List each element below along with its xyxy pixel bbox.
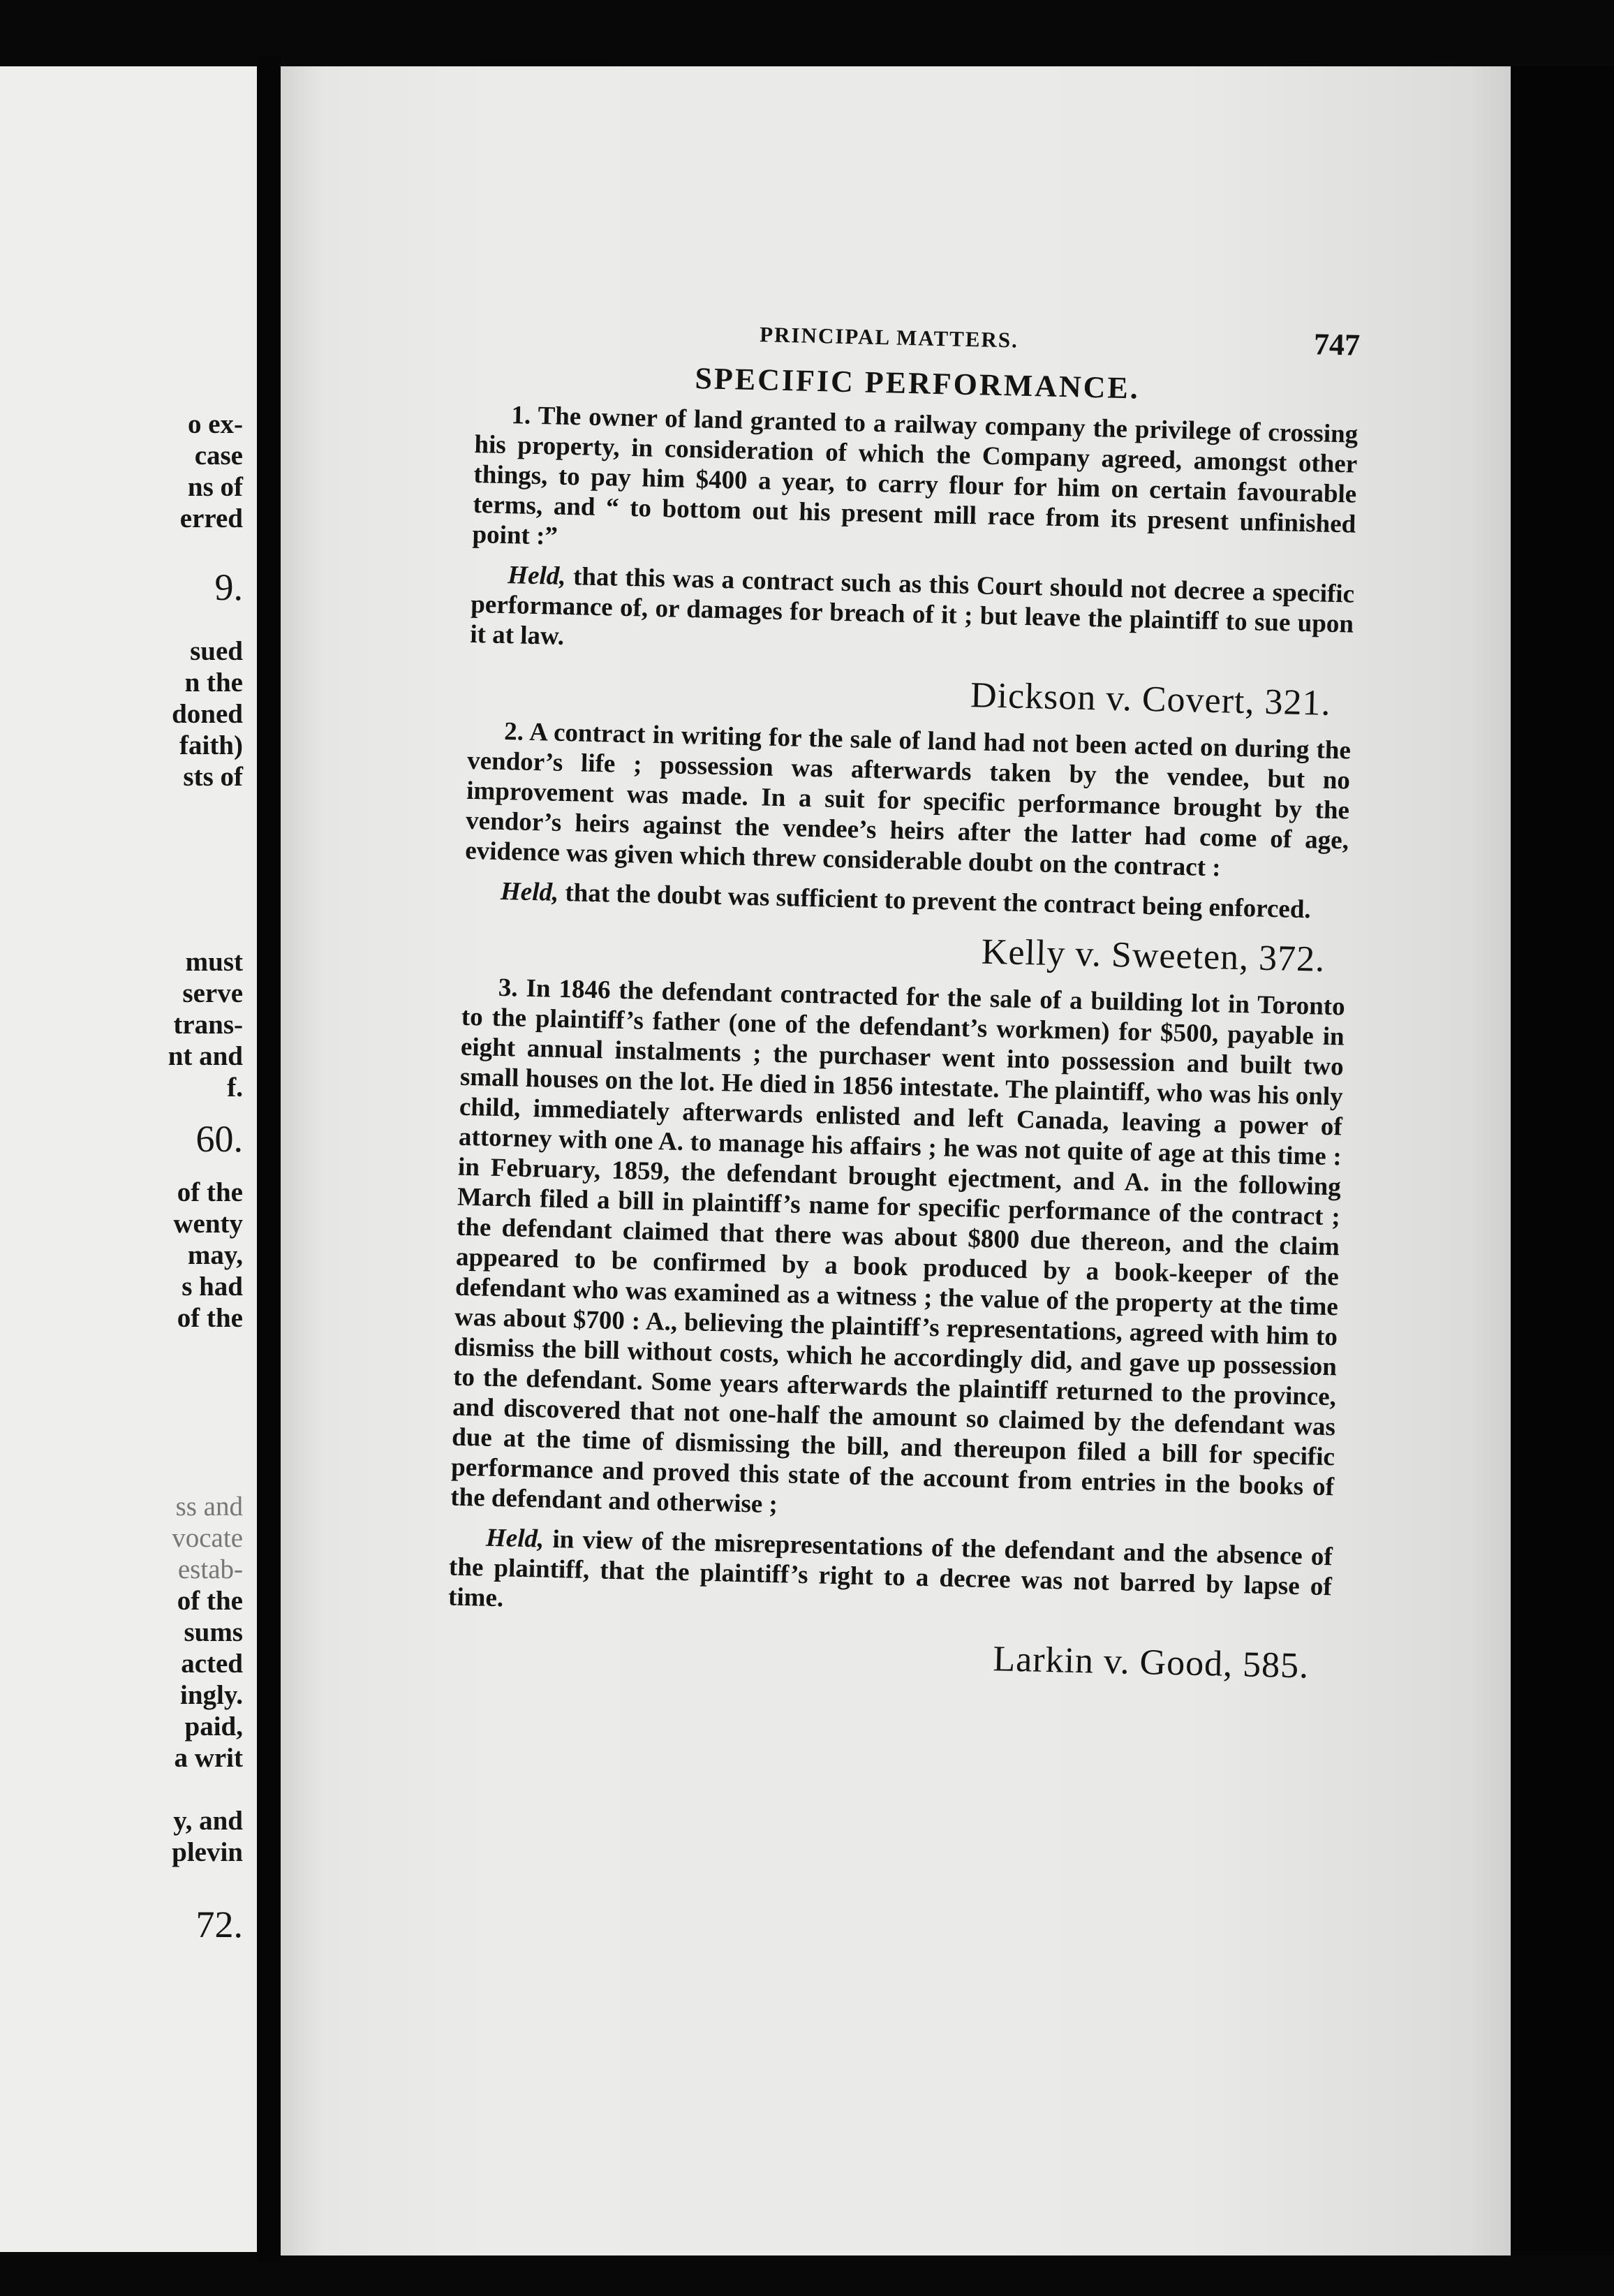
left-fragment: f.: [227, 1073, 243, 1103]
left-fragment: wenty: [173, 1209, 243, 1239]
left-fragment: ingly.: [180, 1680, 243, 1710]
left-fragment: y, and: [173, 1806, 243, 1836]
left-fragment: sued: [190, 636, 243, 666]
left-fragment: doned: [172, 699, 243, 729]
entry-text: [465, 716, 1352, 886]
held-word: Held,: [500, 876, 559, 907]
section-title: SPECIFIC PERFORMANCE.: [694, 361, 1141, 406]
left-fragment: estab-: [177, 1554, 243, 1584]
case-citation: Dickson v. Covert, 321.: [970, 675, 1332, 723]
left-fragment: paid,: [184, 1712, 243, 1742]
held-body: that the doubt was sufficient to prevent the contract being enforced.: [565, 878, 1312, 925]
left-fragment: serve: [182, 978, 243, 1008]
entry-text: [472, 399, 1358, 570]
entry-held: [464, 876, 1348, 926]
entry: [468, 399, 1358, 725]
entry-text: [450, 972, 1345, 1533]
scan-border: [1511, 66, 1614, 2255]
held-word: Held,: [507, 561, 566, 591]
left-fragment: of the: [177, 1586, 243, 1616]
left-fragment: case: [194, 441, 243, 471]
left-fragment: of the: [177, 1303, 243, 1333]
left-fragment: 60.: [195, 1118, 243, 1160]
entry: [463, 716, 1352, 981]
left-fragment: ss and: [175, 1492, 243, 1522]
entry-body: A contract in writing for the sale of land had not been acted on during the vendor’s life ; possession was afterwards taken by the vendee, but no improvement was made. In a suit for specific performance brought by the vendor’s heirs against the vendee’s heirs after the latter had come of age, evidence was given which threw considerable doubt on the contract :: [464, 717, 1352, 883]
entry-body: In 1846 the defendant contracted for the sale of a building lot in Toronto to the plaintiff’s father (one of the defendant’s workmen) for $500, payable in eight annual instalments ; the purchaser went into possession and built two small houses on the lot. He died in 1856 intestate. The plaintiff, who was his only child, immediately afterwards enlisted and left Canada, leaving a power of attorney with one A. to manage his affairs ; he was not quite of age at this time : in February, 1859, the defendant brought ejectment, and A. in the following March filed a bill in plaintiff’s name for specific performance of the contract ; the defendant claimed that there was about $800 due thereon, and the claim appeared to be confirmed by a book produced by a book-keeper of the defendant who was examined as a witness ; the value of the property at the time was about $700 : A., believing the plaintiff’s representations, agreed with him to dismiss the bill without costs, which he accordingly did, and gave up possession to the defendant. Some years afterwards the plaintiff returned to the province, and discovered that not one-half the amount so claimed by the defendant was due at the time of dismissing the bill, and thereupon filed a bill for specific performance and proved this state of the account from entries in the books of the defendant and otherwise ;: [450, 973, 1346, 1519]
case-citation: Kelly v. Sweeten, 372.: [981, 932, 1326, 980]
left-fragment: ns of: [187, 472, 243, 502]
left-fragment: o ex-: [187, 409, 243, 439]
left-fragment: a writ: [174, 1743, 243, 1773]
left-fragment: vocate: [172, 1523, 243, 1553]
entry-held: [470, 559, 1355, 670]
left-fragment: erred: [179, 503, 243, 533]
page-text-block: [446, 307, 1360, 1698]
left-fragment: nt and: [168, 1041, 243, 1071]
entry-number: 2.: [503, 717, 524, 746]
left-facing-page: [0, 66, 257, 2252]
left-fragment: faith): [179, 730, 243, 760]
left-fragment: sums: [184, 1617, 243, 1647]
left-fragment: must: [185, 947, 243, 977]
held-word: Held,: [485, 1523, 545, 1554]
case-citation: Larkin v. Good, 585.: [992, 1639, 1310, 1686]
entry-body: The owner of land granted to a railway company the privilege of crossing his property, in consideration of which the Company agreed, amongst other things, to pay him $400 a year, to carry flour for him on certain favourable terms, and “ to bottom out his present mill race from its present unfinished point :”: [472, 402, 1358, 551]
left-fragment: acted: [181, 1649, 243, 1679]
entry: [447, 972, 1345, 1687]
book-gutter: [257, 56, 281, 2262]
running-title: PRINCIPAL MATTERS.: [759, 322, 1019, 353]
left-fragment: n the: [184, 668, 243, 698]
left-fragment: 9.: [214, 566, 243, 608]
running-head: [477, 307, 1361, 363]
held-body: in view of the misrepresentations of the defendant and the absence of the plaintiff, that the plaintiff’s right to a decree was not barred by lapse of time.: [447, 1524, 1333, 1613]
left-fragment: sts of: [183, 762, 243, 792]
left-fragment: plevin: [172, 1837, 243, 1867]
entry-number: 1.: [511, 401, 531, 430]
entry-number: 3.: [498, 973, 519, 1003]
held-body: that this was a contract such as this Court should not decree a specific performance of, or damages for breach of it ; but leave the plaintiff to sue upon it at law.: [469, 562, 1355, 651]
entry-held: [448, 1522, 1333, 1633]
page-number: 747: [1313, 327, 1361, 362]
left-fragment: s had: [182, 1272, 243, 1302]
left-fragment: 72.: [195, 1904, 243, 1945]
left-fragment: trans-: [173, 1010, 243, 1040]
left-fragment: of the: [177, 1177, 243, 1207]
left-fragment: may,: [187, 1240, 243, 1270]
main-page: [281, 66, 1511, 2255]
